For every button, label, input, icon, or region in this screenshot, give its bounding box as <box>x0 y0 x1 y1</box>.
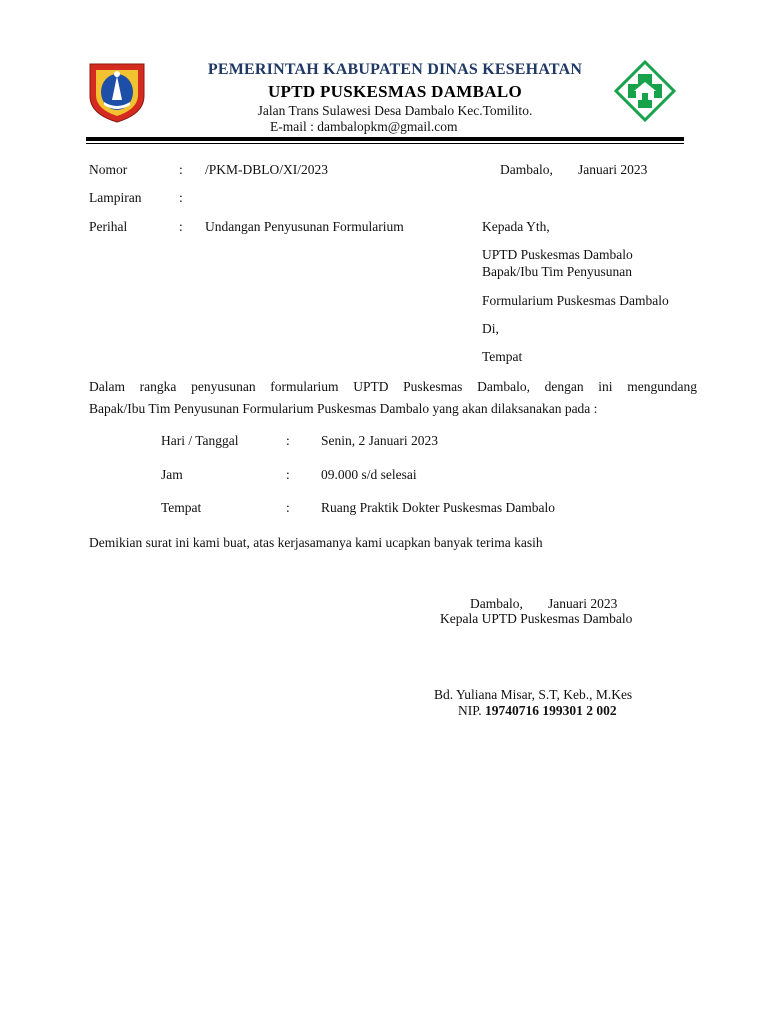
government-title: PEMERINTAH KABUPATEN DINAS KESEHATAN <box>207 61 583 78</box>
institution-address: Jalan Trans Sulawesi Desa Dambalo Kec.Tomilito. <box>257 103 533 118</box>
detail-colon: : <box>286 500 290 515</box>
signatory-nip <box>458 703 617 719</box>
perihal-colon: : <box>179 219 183 234</box>
signatory-name: Bd. Yuliana Misar, S.T, Keb., M.Kes <box>434 687 633 702</box>
regency-emblem-icon <box>86 60 148 124</box>
nomor-value: /PKM-DBLO/XI/2023 <box>205 162 329 177</box>
recipient-line: UPTD Puskesmas Dambalo <box>482 247 633 262</box>
closing-sentence: Demikian surat ini kami buat, atas kerjasamanya kami ucapkan banyak terima kasih <box>89 535 543 550</box>
detail-colon: : <box>286 467 290 482</box>
letter-date: Januari 2023 <box>578 162 648 177</box>
puskesmas-cross-icon <box>614 60 676 122</box>
recipient-line: Tempat <box>482 349 523 364</box>
detail-value: Ruang Praktik Dokter Puskesmas Dambalo <box>321 500 555 515</box>
signature-place: Dambalo, <box>470 596 523 611</box>
detail-label: Jam <box>161 467 183 482</box>
letter-place: Dambalo, <box>500 162 553 177</box>
detail-value: 09.000 s/d selesai <box>321 467 417 482</box>
detail-label: Hari / Tanggal <box>161 433 239 448</box>
nip-label: NIP. <box>458 703 482 718</box>
body-paragraph-line: Dalam rangka penyusunan formularium UPTD Puskesmas Dambalo, dengan ini mengundang <box>89 379 697 394</box>
detail-label: Tempat <box>161 500 202 515</box>
body-paragraph <box>89 376 697 420</box>
institution-email: E-mail : dambalopkm@gmail.com <box>270 119 458 134</box>
signature-position: Kepala UPTD Puskesmas Dambalo <box>440 611 633 626</box>
nip-value: 19740716 199301 2 002 <box>485 703 617 718</box>
lampiran-colon: : <box>179 190 183 205</box>
recipient-greeting: Kepada Yth, <box>482 219 550 234</box>
lampiran-label: Lampiran <box>89 190 142 205</box>
nomor-label: Nomor <box>89 162 128 177</box>
recipient-line: Formularium Puskesmas Dambalo <box>482 293 669 308</box>
letterhead-divider <box>86 137 684 141</box>
nomor-colon: : <box>179 162 183 177</box>
institution-title: UPTD PUSKESMAS DAMBALO <box>267 82 523 101</box>
recipient-line: Bapak/Ibu Tim Penyusunan <box>482 264 633 279</box>
body-paragraph-line: Bapak/Ibu Tim Penyusunan Formularium Puskesmas Dambalo yang akan dilaksanakan pada : <box>89 401 598 416</box>
detail-colon: : <box>286 433 290 448</box>
detail-value: Senin, 2 Januari 2023 <box>321 433 438 448</box>
letterhead-divider-thin <box>86 143 684 144</box>
perihal-value: Undangan Penyusunan Formularium <box>205 219 404 234</box>
recipient-line: Di, <box>482 321 499 336</box>
perihal-label: Perihal <box>89 219 128 234</box>
signature-date: Januari 2023 <box>548 596 618 611</box>
